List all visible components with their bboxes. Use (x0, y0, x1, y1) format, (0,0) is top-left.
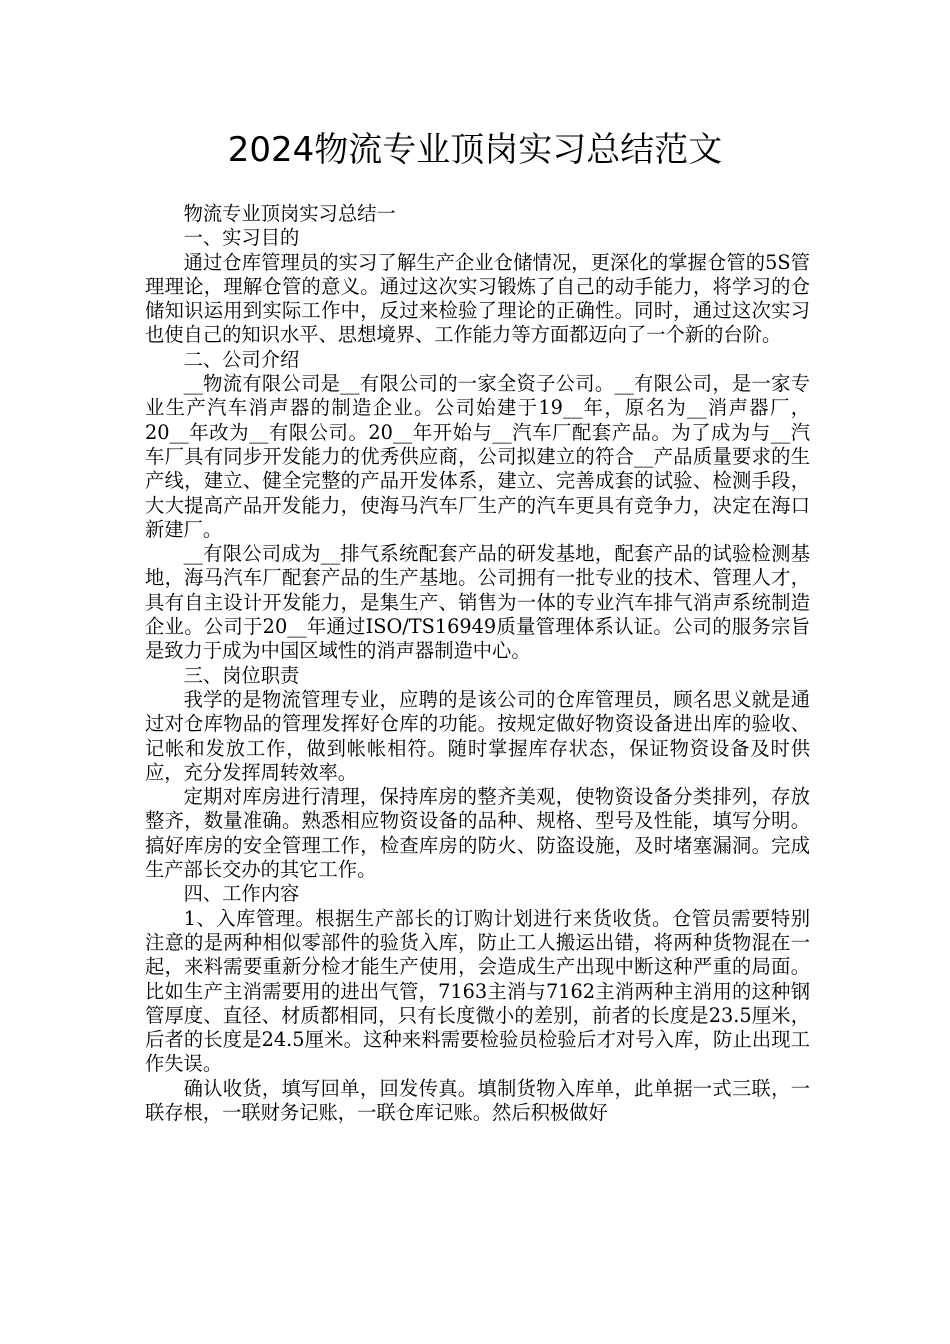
document-body (145, 202, 810, 1125)
section-heading: 一、实习目的 (183, 226, 300, 250)
paragraph: 我学的是物流管理专业，应聘的是该公司的仓库管理员，顾名思义就是通过对仓库物品的管理发挥好仓库的功能。按规定做好物资设备进出库的验收、记帐和发放工作，做到帐帐相符。随时掌握库存状态，保证物资设备及时供应，充分发挥周转效率。 (145, 687, 810, 784)
section-heading: 四、工作内容 (183, 882, 300, 906)
paragraph-subtitle: 物流专业顶岗实习总结一 (183, 202, 396, 225)
paragraph: 通过仓库管理员的实习了解生产企业仓储情况，更深化的掌握仓管的5S管理理论，理解仓管的意义。通过这次实习锻炼了自己的动手能力，将学习的仓储知识运用到实际工作中，反过来检验了理论的正确性。同时，通过这次实习也使自己的知识水平、思想境界、工作能力等方面都迈向了一个新的台阶。 (145, 250, 810, 347)
section-heading: 三、岗位职责 (183, 663, 300, 687)
paragraph: 确认收货，填写回单，回发传真。填制货物入库单，此单据一式三联，一联存根，一联财务记账，一联仓库记账。然后积极做好 (145, 1076, 810, 1124)
paragraph: 定期对库房进行清理，保持库房的整齐美观，使物资设备分类排列，存放整齐，数量准确。熟悉相应物资设备的品种、规格、型号及性能，填写分明。搞好库房的安全管理工作，检查库房的防火、防盗设施，及时堵塞漏洞。完成生产部长交办的其它工作。 (145, 785, 810, 882)
section-heading: 二、公司介绍 (183, 347, 300, 371)
paragraph: 1、入库管理。根据生产部长的订购计划进行来货收货。仓管员需要特别注意的是两种相似零部件的验货入库，防止工人搬运出错，将两种货物混在一起，来料需要重新分检才能生产使用，会造成生产出现中断这种严重的局面。比如生产主消需要用的进出气管，7163主消与7162主消两种主消用的这种钢管厚度、直径、材质都相同，只有长度微小的差别，前者的长度是23.5厘米，后者的长度是24.5厘米。这种来料需要检验员检验后才对号入库，防止出现工作失误。 (145, 906, 810, 1076)
paragraph: __有限公司成为__排气系统配套产品的研发基地，配套产品的试验检测基地，海马汽车厂配套产品的生产基地。公司拥有一批专业的技术、管理人才，具有自主设计开发能力，是集生产、销售为一体的专业汽车排气消声系统制造企业。公司于20__年通过ISO/TS16949质量管理体系认证。公司的服务宗旨是致力于成为中国区域性的消声器制造中心。 (145, 542, 810, 663)
paragraph: __物流有限公司是__有限公司的一家全资子公司。__有限公司，是一家专业生产汽车消声器的制造企业。公司始建于19__年，原名为__消声器厂，20__年改为__有限公司。20__年开始与__汽车厂配套产品。为了成为与__汽车厂具有同步开发能力的优秀供应商，公司拟建立的符合__产品质量要求的生产线，建立、健全完整的产品开发体系，建立、完善成套的试验、检测手段，大大提高产品开发能力，使海马汽车厂生产的汽车更具有竞争力，决定在海口新建厂。 (145, 372, 810, 541)
document-title: 2024物流专业顶岗实习总结范文 (227, 130, 723, 170)
